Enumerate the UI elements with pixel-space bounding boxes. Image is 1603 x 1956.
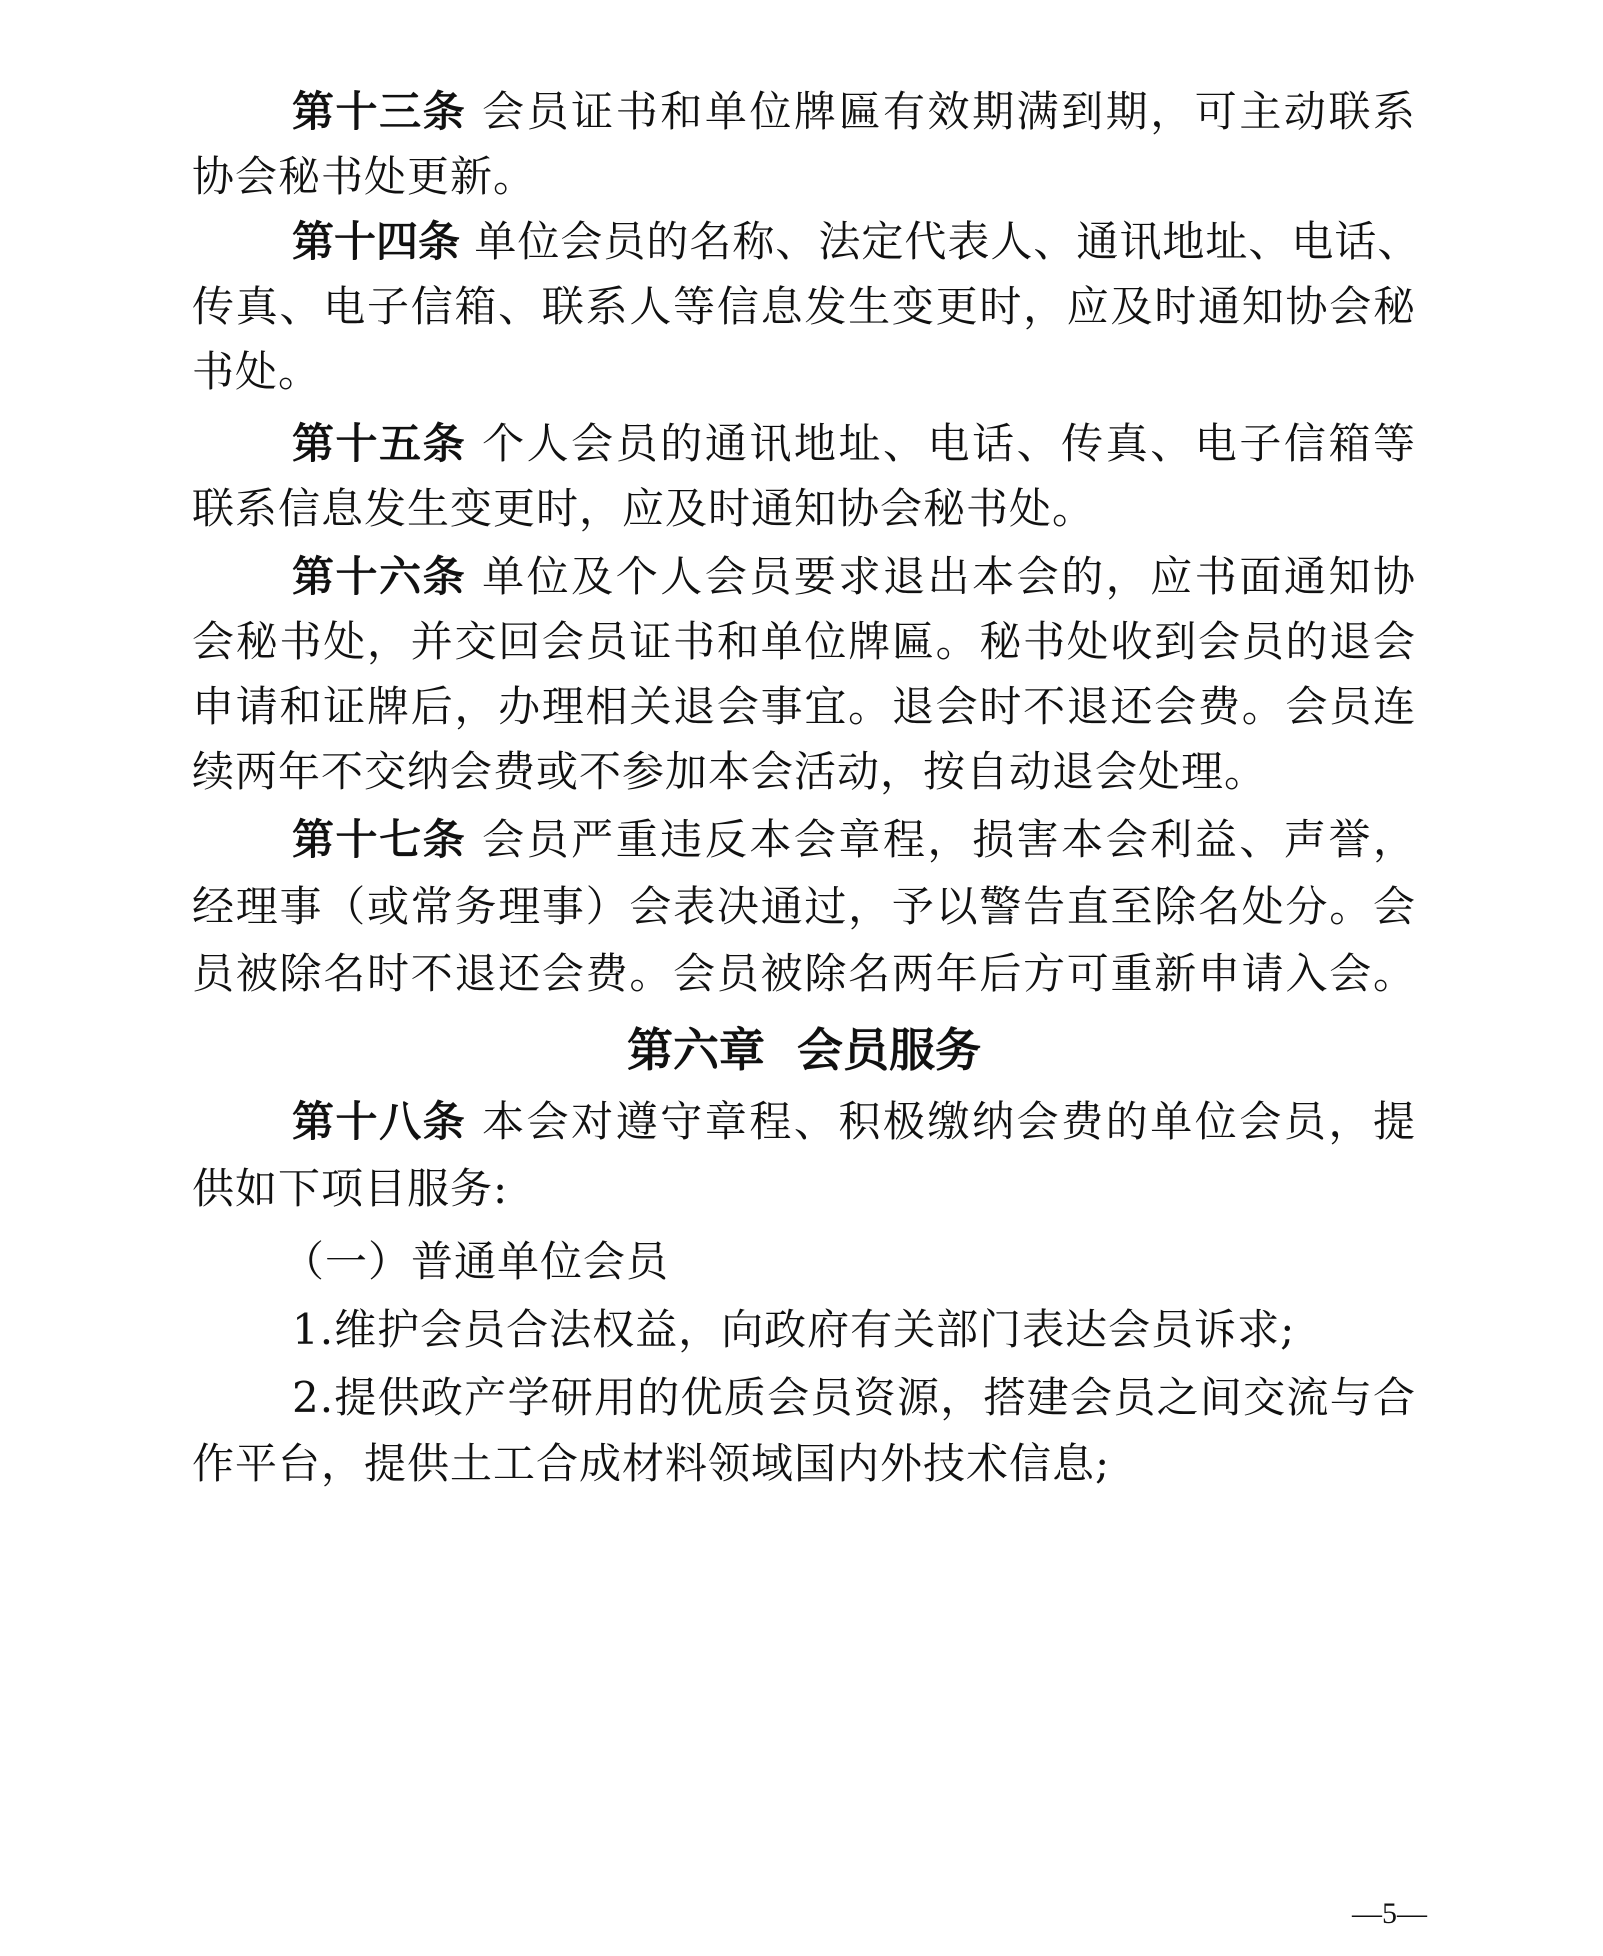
service-item-2-line-1: 2.提供政产学研用的优质会员资源，搭建会员之间交流与合 — [292, 1373, 1416, 1422]
service-category-1: （一）普通单位会员 — [282, 1237, 670, 1286]
article-13-label: 第十三条 — [292, 87, 467, 136]
article-18-label: 第十八条 — [292, 1097, 467, 1146]
article-16-label: 第十六条 — [292, 552, 467, 601]
article-13-line-1 — [192, 82, 1416, 142]
article-17-label: 第十七条 — [292, 815, 467, 864]
page-number: —5— — [1352, 1897, 1427, 1930]
article-17-line-2: 经理事（或常务理事）会表决通过，予以警告直至除名处分。会 — [192, 882, 1416, 931]
article-15-line-2: 联系信息发生变更时，应及时通知协会秘书处。 — [192, 484, 1096, 533]
article-17-line-3: 员被除名时不退还会费。会员被除名两年后方可重新申请入会。 — [192, 949, 1416, 998]
article-13-text-1: 会员证书和单位牌匾有效期满到期，可主动联系 — [482, 87, 1416, 136]
article-15-line-1 — [192, 414, 1416, 474]
article-18-line-1 — [192, 1092, 1416, 1152]
article-16-line-3: 申请和证牌后，办理相关退会事宜。退会时不退还会费。会员连 — [192, 682, 1416, 731]
service-item-2-line-2: 作平台，提供土工合成材料领域国内外技术信息; — [192, 1439, 1111, 1488]
article-13-line-2: 协会秘书处更新。 — [192, 152, 537, 201]
article-14-line-1 — [192, 212, 1421, 272]
article-16-line-2: 会秘书处，并交回会员证书和单位牌匾。秘书处收到会员的退会 — [192, 617, 1416, 666]
article-14-line-3: 书处。 — [192, 347, 322, 396]
service-item-1: 1.维护会员合法权益，向政府有关部门表达会员诉求; — [292, 1305, 1296, 1354]
article-16-line-1 — [192, 547, 1416, 607]
article-14-text-1: 单位会员的名称、法定代表人、通讯地址、电话、 — [474, 217, 1421, 266]
article-18-text-1: 本会对遵守章程、积极缴纳会费的单位会员，提 — [482, 1097, 1416, 1146]
article-17-line-1 — [192, 810, 1416, 870]
article-16-line-4: 续两年不交纳会费或不参加本会活动，按自动退会处理。 — [192, 747, 1268, 796]
article-18-line-2: 供如下项目服务: — [192, 1164, 509, 1213]
article-15-text-1: 个人会员的通讯地址、电话、传真、电子信箱等 — [482, 419, 1416, 468]
chapter-title: 第六章 会员服务 — [626, 1023, 982, 1077]
article-17-text-1: 会员严重违反本会章程，损害本会利益、声誉， — [482, 815, 1416, 864]
article-16-text-1: 单位及个人会员要求退出本会的，应书面通知协 — [482, 552, 1416, 601]
article-15-label: 第十五条 — [292, 419, 467, 468]
article-14-label: 第十四条 — [292, 217, 461, 266]
article-14-line-2: 传真、电子信箱、联系人等信息发生变更时，应及时通知协会秘 — [192, 282, 1416, 331]
